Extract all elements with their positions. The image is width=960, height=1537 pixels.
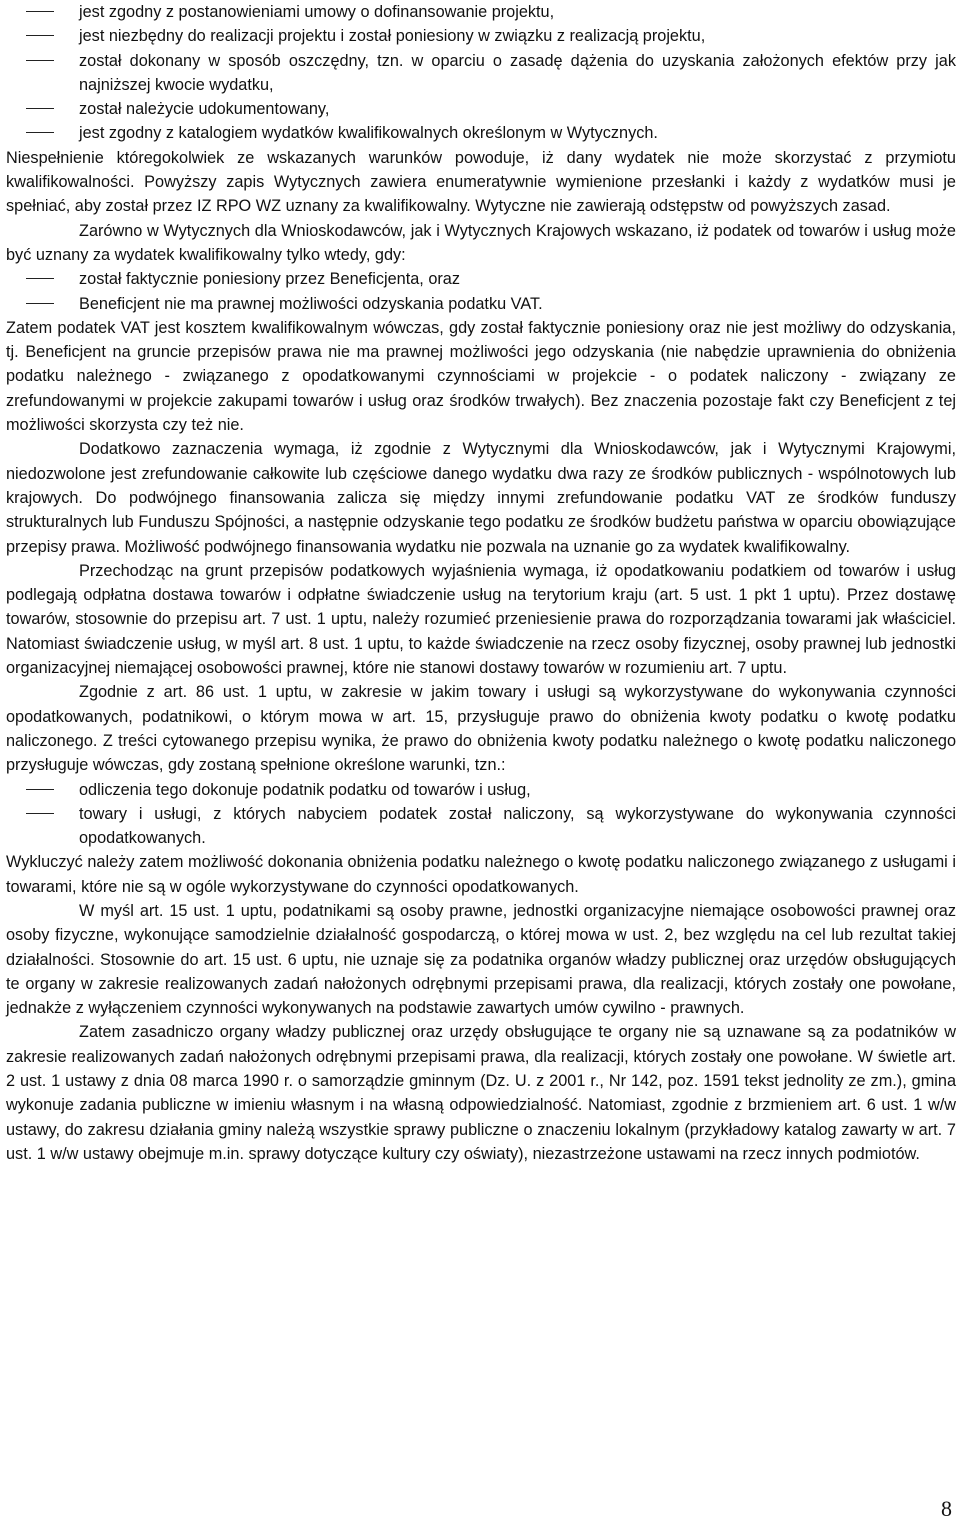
dash-bullet: [26, 813, 54, 814]
list-item-text: jest niezbędny do realizacji projektu i został poniesiony w związku z realizacją projektu,: [79, 27, 706, 46]
eligibility-conditions-list: [6, 0, 956, 146]
list-item-text: Beneficjent nie ma prawnej możliwości odzyskania podatku VAT.: [79, 294, 543, 313]
paragraph-public-authorities: Zatem zasadniczo organy władzy publicznej oraz urzędy obsługujące te organy nie są uznawane są za podatników w zakresie realizowanych zadań nałożonych odrębnymi przepisami prawa, dla realizacji, których zostały one powołane. W świetle art. 2 ust. 1 ustawy z dnia 08 marca 1990 r. o samorządzie gminnym (Dz. U. z 2001 r., Nr 142, poz. 1591 tekst jednolity ze zm.), gmina wykonuje zadania publiczne w imieniu własnym i na własną odpowiedzialność. Natomiast, zgodnie z brzmieniem art. 6 ust. 1 w/w ustawy, do zakresu działania gminy należą wszystkie sprawy publiczne o znaczeniu lokalnym (przykładowy katalog zawarty w art. 7 ust. 1 w/w ustawy obejmuje m.in. sprawy dotyczące kultury czy oświaty), niezastrzeżone ustawami na rzecz innych podmiotów.: [6, 1023, 956, 1163]
dash-bullet: [26, 789, 54, 790]
paragraph-double-financing: Dodatkowo zaznaczenia wymaga, iż zgodnie z Wytycznymi dla Wnioskodawców, jak i Wytycznymi Krajowymi, niedozwolone jest zrefundowanie całkowite lub częściowe danego wydatku dwa razy ze środków publicznych - wspólnotowych lub krajowych. Do podwójnego finansowania zalicza się między innymi zrefundowanie podatku VAT ze środków funduszy strukturalnych lub Funduszu Spójności, a następnie odzyskanie tego podatku ze środków budżetu państwa w oparciu obowiązujące przepisy prawa. Możliwość podwójnego finansowania wydatku nie pozwala na uznanie go za wydatek kwalifikowalny.: [6, 440, 956, 556]
list-item: [6, 802, 956, 851]
dash-bullet: [26, 108, 54, 109]
list-item: [6, 24, 956, 48]
paragraph-vat-conditions-intro: Zarówno w Wytycznych dla Wnioskodawców, jak i Wytycznych Krajowych wskazano, iż podatek od towarów i usług może być uznany za wydatek kwalifikowalny tylko wtedy, gdy:: [6, 221, 956, 264]
dash-bullet: [26, 132, 54, 133]
paragraph-art-15: W myśl art. 15 ust. 1 uptu, podatnikami są osoby prawne, jednostki organizacyjne niemające osobowości prawnej oraz osoby fizyczne, wykonujące samodzielnie działalność gospodarczą, o której mowa w ust. 2, bez względu na cel lub rezultat takiej działalności. Stosownie do art. 15 ust. 6 uptu, nie uznaje się za podatnika organów władzy publicznej oraz urzędów obsługujących te organy w zakresie realizowanych zadań nałożonych odrębnymi przepisami prawa, dla realizacji, których zostały one powołane, jednakże z wyłączeniem czynności wykonywanych na podstawie zawartych umów cywilno - prawnych.: [6, 901, 956, 1018]
list-item-text: został dokonany w sposób oszczędny, tzn. w oparciu o zasadę dążenia do uzyskania założonych efektów przy jak najniższej kwocie wydatku,: [79, 51, 956, 94]
list-item-text: został należycie udokumentowany,: [79, 100, 330, 119]
list-item-text: odliczenia tego dokonuje podatnik podatku od towarów i usług,: [79, 780, 531, 799]
list-item: [6, 292, 956, 316]
list-item-text: jest zgodny z katalogiem wydatków kwalifikowalnych określonym w Wytycznych.: [79, 124, 658, 143]
dash-bullet: [26, 35, 54, 36]
list-item: [6, 267, 956, 291]
paragraph-tax-provisions: Przechodząc na grunt przepisów podatkowych wyjaśnienia wymaga, iż opodatkowaniu podatkiem od towarów i usług podlegają odpłatna dostawa towarów i odpłatne świadczenie usług na terytorium kraju (art. 5 ust. 1 pkt 1 uptu). Przez dostawę towarów, stosownie do przepisu art. 7 ust. 1 uptu, należy rozumieć przeniesienie prawa do rozporządzania towarami jak właściciel. Natomiast świadczenie usług, w myśl art. 8 ust. 1 uptu, to każde świadczenie na rzecz osoby fizycznej, osoby prawnej lub jednostki organizacyjnej niemającej osobowości prawnej, które nie stanowi dostawy towarów w rozumieniu art. 7 uptu.: [6, 561, 956, 678]
document-page: [6, 0, 956, 1166]
list-item-text: towary i usługi, z których nabyciem podatek został naliczony, są wykorzystywane do wykonywania czynności opodatkowanych.: [79, 804, 956, 848]
paragraph-exclusion: Wykluczyć należy zatem możliwość dokonania obniżenia podatku należnego o kwotę podatku naliczonego związanego z usługami i towarami, które nie są w ogóle wykorzystywane do czynności opodatkowanych.: [6, 853, 956, 896]
paragraph-vat-eligible-cost: Zatem podatek VAT jest kosztem kwalifikowalnym wówczas, gdy został faktycznie poniesiony oraz nie jest możliwy do odzyskania, tj. Beneficjent na gruncie przepisów prawa nie ma prawnej możliwości jego odzyskania (nie nabędzie uprawnienia do obniżenia podatku należnego - związanego z opodatkowanymi czynnościami w projekcie - o podatek naliczony - związany ze zrefundowanymi w projekcie zakupami towarów i usług oraz środków trwałych). Bez znaczenia pozostaje fakt czy Beneficjent z tej możliwości skorzysta czy też nie.: [6, 318, 956, 435]
dash-bullet: [26, 11, 54, 12]
list-item: [6, 97, 956, 121]
vat-conditions-list: [6, 267, 956, 316]
page-number: 8: [941, 1496, 952, 1521]
dash-bullet: [26, 60, 54, 61]
list-item: [6, 49, 956, 98]
list-item: [6, 0, 956, 24]
list-item-text: został faktycznie poniesiony przez Beneficjenta, oraz: [79, 270, 461, 289]
deduction-conditions-list: [6, 778, 956, 851]
paragraph-non-compliance: Niespełnienie któregokolwiek ze wskazanych warunków powoduje, iż dany wydatek nie może skorzystać z przymiotu kwalifikowalności. Powyższy zapis Wytycznych zawiera enumeratywnie wymienione przesłanki i każdy z wydatków musi je spełniać, aby został przez IZ RPO WZ uznany za kwalifikowalny. Wytyczne nie zawierają odstępstw od powyższych zasad.: [6, 148, 956, 216]
dash-bullet: [26, 303, 54, 304]
list-item-text: jest zgodny z postanowieniami umowy o dofinansowanie projektu,: [79, 3, 555, 21]
list-item: [6, 778, 956, 802]
paragraph-art-86: Zgodnie z art. 86 ust. 1 uptu, w zakresie w jakim towary i usługi są wykorzystywane do wykonywania czynności opodatkowanych, podatnikowi, o którym mowa w art. 15, przysługuje prawo do obniżenia kwoty podatku o kwotę podatku naliczonego. Z treści cytowanego przepisu wynika, że prawo do obniżenia kwoty podatku należnego o kwotę podatku naliczonego przysługuje wówczas, gdy zostaną spełnione określone warunki, tzn.:: [6, 683, 956, 775]
dash-bullet: [26, 278, 54, 279]
list-item: [6, 121, 956, 145]
